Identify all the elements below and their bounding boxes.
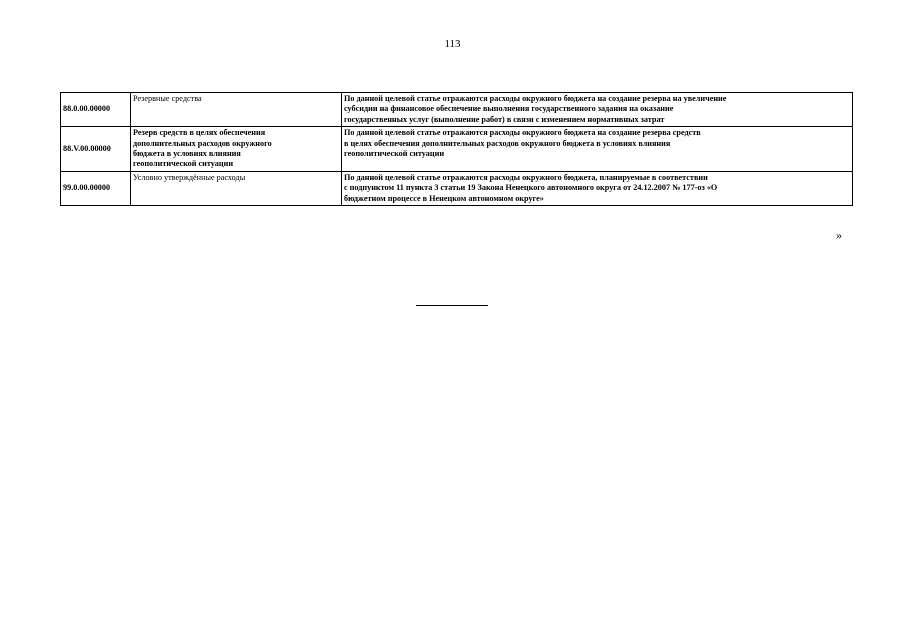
table-row [61,93,853,127]
footer-separator-line [416,305,488,306]
target-article-description: По данной целевой статье отражаются расходы окружного бюджета на создание резерва средств в целях обеспечения дополнительных расходов окружного бюджета в условиях влияния геополитической ситуации [342,127,853,172]
target-article-code: 99.0.00.00000 [61,171,131,205]
target-article-code: 88.V.00.00000 [61,127,131,172]
target-article-name: Условно утверждённые расходы [131,171,342,205]
page-number: 113 [444,38,461,50]
closing-quote: » [836,228,842,242]
table-row [61,127,853,172]
target-article-description: По данной целевой статье отражаются расходы окружного бюджета, планируемые в соответствии с подпунктом 11 пункта 3 статьи 19 Закона Ненецкого автономного округа от 24.12.2007 № 177-оз «О бюджетном процессе в Ненецком автономном округе» [342,171,853,205]
target-article-name: Резерв средств в целях обеспечения дополнительных расходов окружного бюджета в условиях влияния геополитической ситуации [131,127,342,172]
target-article-description: По данной целевой статье отражаются расходы окружного бюджета на создание резерва на увеличение субсидии на финансовое обеспечение выполнения государственного задания на оказание государственных услуг (выполнение работ) в связи с изменением нормативных затрат [342,93,853,127]
budget-codes-table [60,92,853,206]
table-row [61,171,853,205]
target-article-name: Резервные средства [131,93,342,127]
target-article-code: 88.0.00.00000 [61,93,131,127]
